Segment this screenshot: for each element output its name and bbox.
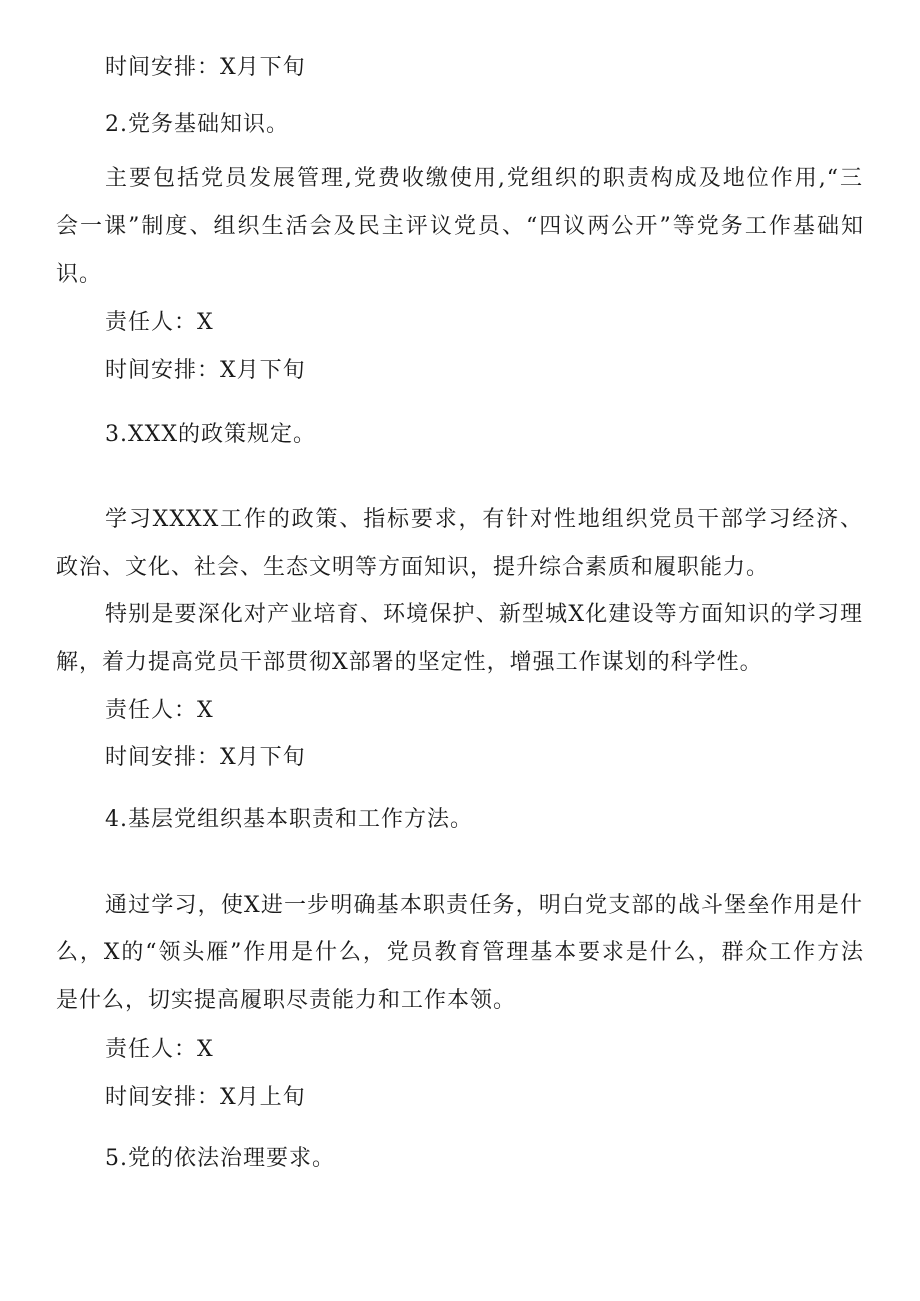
paragraph-line: 会一课”制度、组织生活会及民主评议党员、“四议两公开”等党务工作基础知 xyxy=(56,214,864,239)
paragraph-line: 识。 xyxy=(56,262,103,287)
schedule-line: 时间安排：X月下旬 xyxy=(105,358,306,383)
schedule-line: 时间安排：X月下旬 xyxy=(105,745,306,770)
section-heading-2: 2.党务基础知识。 xyxy=(105,112,289,137)
paragraph-line: 主要包括党员发展管理,党费收缴使用,党组织的职责构成及地位作用,“三 xyxy=(105,166,863,191)
schedule-line: 时间安排：X月上旬 xyxy=(105,1085,306,1110)
responsible-line: 责任人：X xyxy=(105,698,214,723)
schedule-line: 时间安排：X月下旬 xyxy=(105,55,306,80)
paragraph-line: 学习XXXX工作的政策、指标要求，有针对性地组织党员干部学习经济、 xyxy=(105,507,863,532)
section-heading-4: 4.基层党组织基本职责和工作方法。 xyxy=(105,807,473,832)
paragraph-line: 通过学习，使X进一步明确基本职责任务，明白党支部的战斗堡垒作用是什 xyxy=(105,893,863,918)
paragraph-line: 特别是要深化对产业培育、环境保护、新型城X化建设等方面知识的学习理 xyxy=(105,602,863,627)
responsible-line: 责任人：X xyxy=(105,310,214,335)
paragraph-line: 解，着力提高党员干部贯彻X部署的坚定性，增强工作谋划的科学性。 xyxy=(56,650,763,675)
section-heading-3: 3.XXX的政策规定。 xyxy=(105,422,316,447)
responsible-line: 责任人：X xyxy=(105,1037,214,1062)
paragraph-line: 是什么，切实提高履职尽责能力和工作本领。 xyxy=(56,988,517,1013)
section-heading-5: 5.党的依法治理要求。 xyxy=(105,1146,335,1171)
paragraph-line: 政治、文化、社会、生态文明等方面知识，提升综合素质和履职能力。 xyxy=(56,555,770,580)
paragraph-line: 么，X的“领头雁”作用是什么，党员教育管理基本要求是什么，群众工作方法 xyxy=(56,940,864,965)
